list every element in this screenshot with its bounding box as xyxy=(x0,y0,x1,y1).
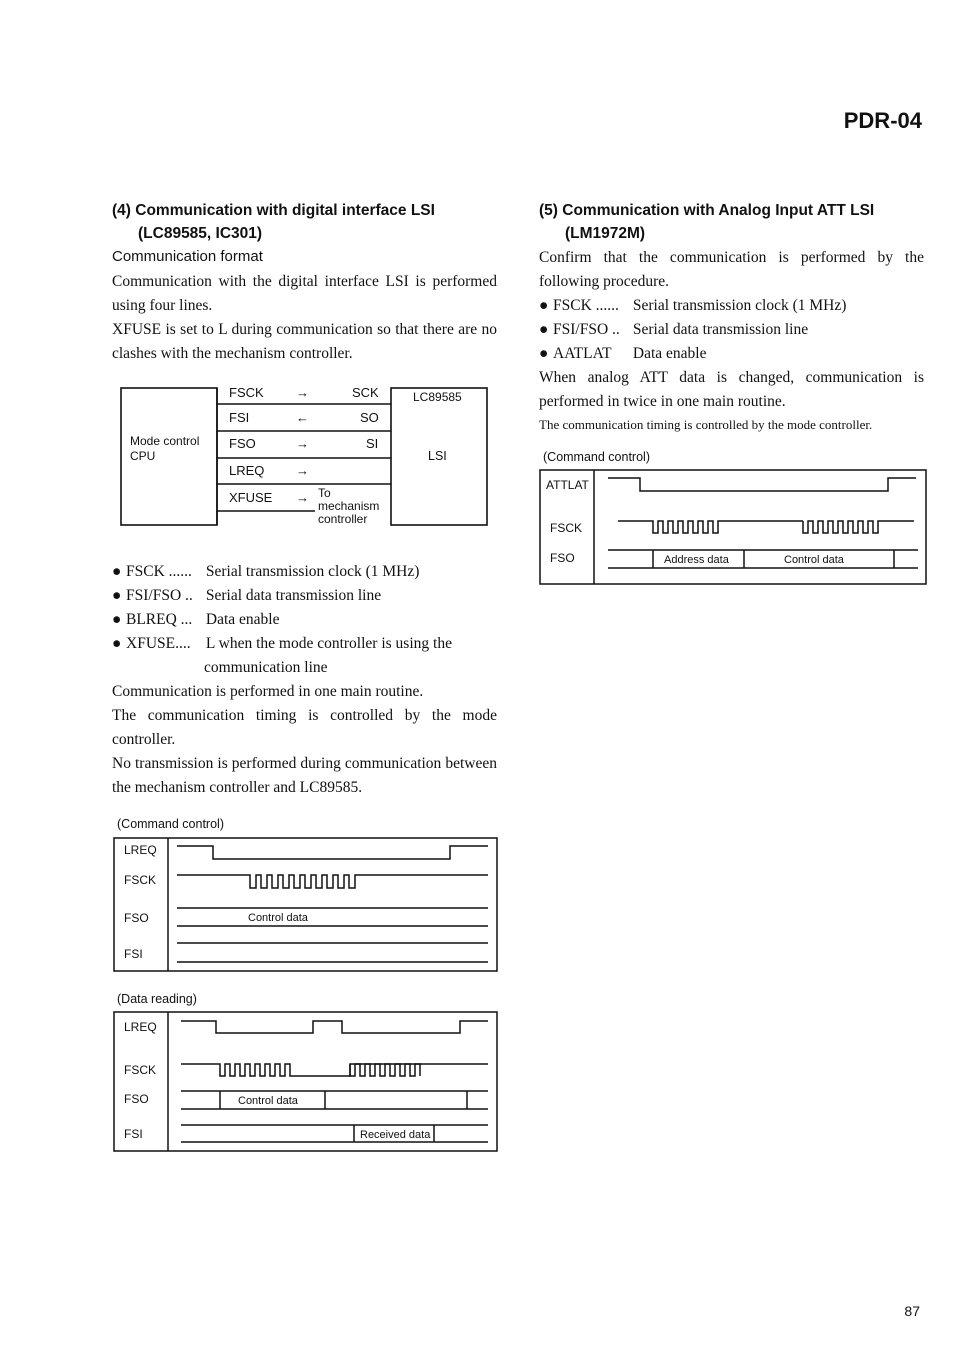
section5-title-line2: (LM1972M) xyxy=(565,225,646,242)
control-data-label: Control data xyxy=(784,554,844,566)
bullet-term: BLREQ ... xyxy=(126,611,193,628)
section4-paragraph: The communication timing is controlled by the mode controller. xyxy=(112,707,497,748)
section5-note: The communication timing is controlled by the mode controller. xyxy=(539,417,873,432)
section4-notes xyxy=(112,680,497,800)
timing-row-label: FSCK xyxy=(550,521,583,535)
timing-row-label: FSO xyxy=(550,551,575,565)
signal-left: FSCK xyxy=(229,385,264,400)
list-item: ● FSI/FSO .. Serial data transmission line xyxy=(539,318,846,342)
lsi-name: LC89585 xyxy=(413,390,462,404)
bullet-desc: Data enable xyxy=(205,611,280,628)
block-diagram xyxy=(110,380,500,530)
signal-arrow: → xyxy=(296,385,309,400)
list-item: ● AATLAT Data enable xyxy=(539,342,846,366)
xfuse-target-line2: mechanism xyxy=(318,499,380,513)
xfuse-target-line3: controller xyxy=(318,512,368,526)
timing-row-label: LREQ xyxy=(124,843,157,857)
bullet-term: FSI/FSO .. xyxy=(126,587,193,604)
timing-row-label: FSCK xyxy=(124,1063,157,1077)
section4-subtitle: Communication format xyxy=(112,248,263,265)
timing-caption: (Command control) xyxy=(117,817,224,831)
timing-row-label: FSI xyxy=(124,1127,143,1141)
signal-right: SCK xyxy=(352,385,379,400)
bullet-desc: Serial data transmission line xyxy=(205,587,382,604)
signal-arrow: → xyxy=(296,436,309,451)
bullet-term: FSCK ...... xyxy=(126,563,192,580)
timing-caption: (Command control) xyxy=(543,450,650,464)
signal-left: FSO xyxy=(229,436,256,451)
timing-diagram-reading xyxy=(112,1010,502,1154)
section5-title-line1: (5) Communication with Analog Input ATT LSI xyxy=(539,202,875,219)
list-item: ● XFUSE.... L when the mode controller is using the xyxy=(112,632,452,656)
document-id: PDR-04 xyxy=(843,108,922,133)
section5-bullet-list xyxy=(539,294,846,366)
section4-paragraph: No transmission is performed during communication between the mechanism controller and LC89585. xyxy=(112,755,497,796)
page-number: 87 xyxy=(904,1303,920,1319)
signal-right: SI xyxy=(366,436,379,451)
timing-row-label: FSO xyxy=(124,1092,149,1106)
section4-bullet-list xyxy=(112,560,452,680)
timing-row-label: FSO xyxy=(124,911,149,925)
bullet-desc-continued: communication line xyxy=(204,659,328,676)
timing-row-label: LREQ xyxy=(124,1020,157,1034)
list-item: ● BLREQ ... Data enable xyxy=(112,608,452,632)
timing-row-label: FSI xyxy=(124,947,143,961)
signal-left: LREQ xyxy=(229,463,265,478)
bullet-desc: L when the mode controller is using the xyxy=(205,635,452,652)
section4-paragraph: Communication with the digital interface LSI is performed using four lines. xyxy=(112,273,497,314)
signal-left: FSI xyxy=(229,410,250,425)
address-data-label: Address data xyxy=(664,554,729,566)
bullet-term: XFUSE.... xyxy=(126,635,191,652)
section4-title-line2: (LC89585, IC301) xyxy=(138,225,263,242)
section4-title xyxy=(112,199,502,245)
section4-paragraph: XFUSE is set to L during communication so that there are no clashes with the mechanism controller. xyxy=(112,321,497,362)
section4-paragraph: Communication is performed in one main routine. xyxy=(112,683,424,700)
bullet-term: FSI/FSO .. xyxy=(553,321,620,338)
signal-arrow: ← xyxy=(296,410,309,425)
section5-body: When analog ATT data is changed, communication is performed in twice in one main routine. xyxy=(539,369,924,410)
lsi-label: LSI xyxy=(428,449,447,463)
bullet-desc: Serial transmission clock (1 MHz) xyxy=(632,297,847,314)
section4-intro xyxy=(112,270,497,366)
fso-data-label: Control data xyxy=(238,1095,298,1107)
signal-left: XFUSE xyxy=(229,490,273,505)
bullet-desc: Serial data transmission line xyxy=(632,321,809,338)
cpu-label-line1: Mode control xyxy=(130,434,200,448)
fsi-data-label: Received data xyxy=(360,1129,431,1141)
section5-intro: Confirm that the communication is performed by the following procedure. xyxy=(539,249,924,290)
signal-arrow: → xyxy=(296,463,309,478)
bullet-term: FSCK ...... xyxy=(553,297,619,314)
timing-diagram-att xyxy=(538,468,930,588)
xfuse-target-line1: To xyxy=(318,486,331,500)
list-item: ● FSCK ...... Serial transmission clock (1 MHz) xyxy=(112,560,452,584)
section5-title xyxy=(539,199,929,245)
bullet-term: AATLAT xyxy=(553,345,612,362)
timing-row-label: FSCK xyxy=(124,873,157,887)
signal-right: SO xyxy=(360,410,379,425)
timing-diagram-command xyxy=(112,836,502,976)
section4-title-line1: (4) Communication with digital interface LSI xyxy=(112,202,435,219)
bullet-desc: Serial transmission clock (1 MHz) xyxy=(205,563,420,580)
signal-arrow: → xyxy=(296,490,309,505)
list-item: ● FSCK ...... Serial transmission clock (1 MHz) xyxy=(539,294,846,318)
bullet-desc: Data enable xyxy=(632,345,707,362)
timing-row-label: ATTLAT xyxy=(546,478,589,492)
cpu-label-line2: CPU xyxy=(130,449,156,463)
fso-data-label: Control data xyxy=(248,912,308,924)
timing-caption: (Data reading) xyxy=(117,992,197,1006)
list-item: ● FSI/FSO .. Serial data transmission line xyxy=(112,584,452,608)
